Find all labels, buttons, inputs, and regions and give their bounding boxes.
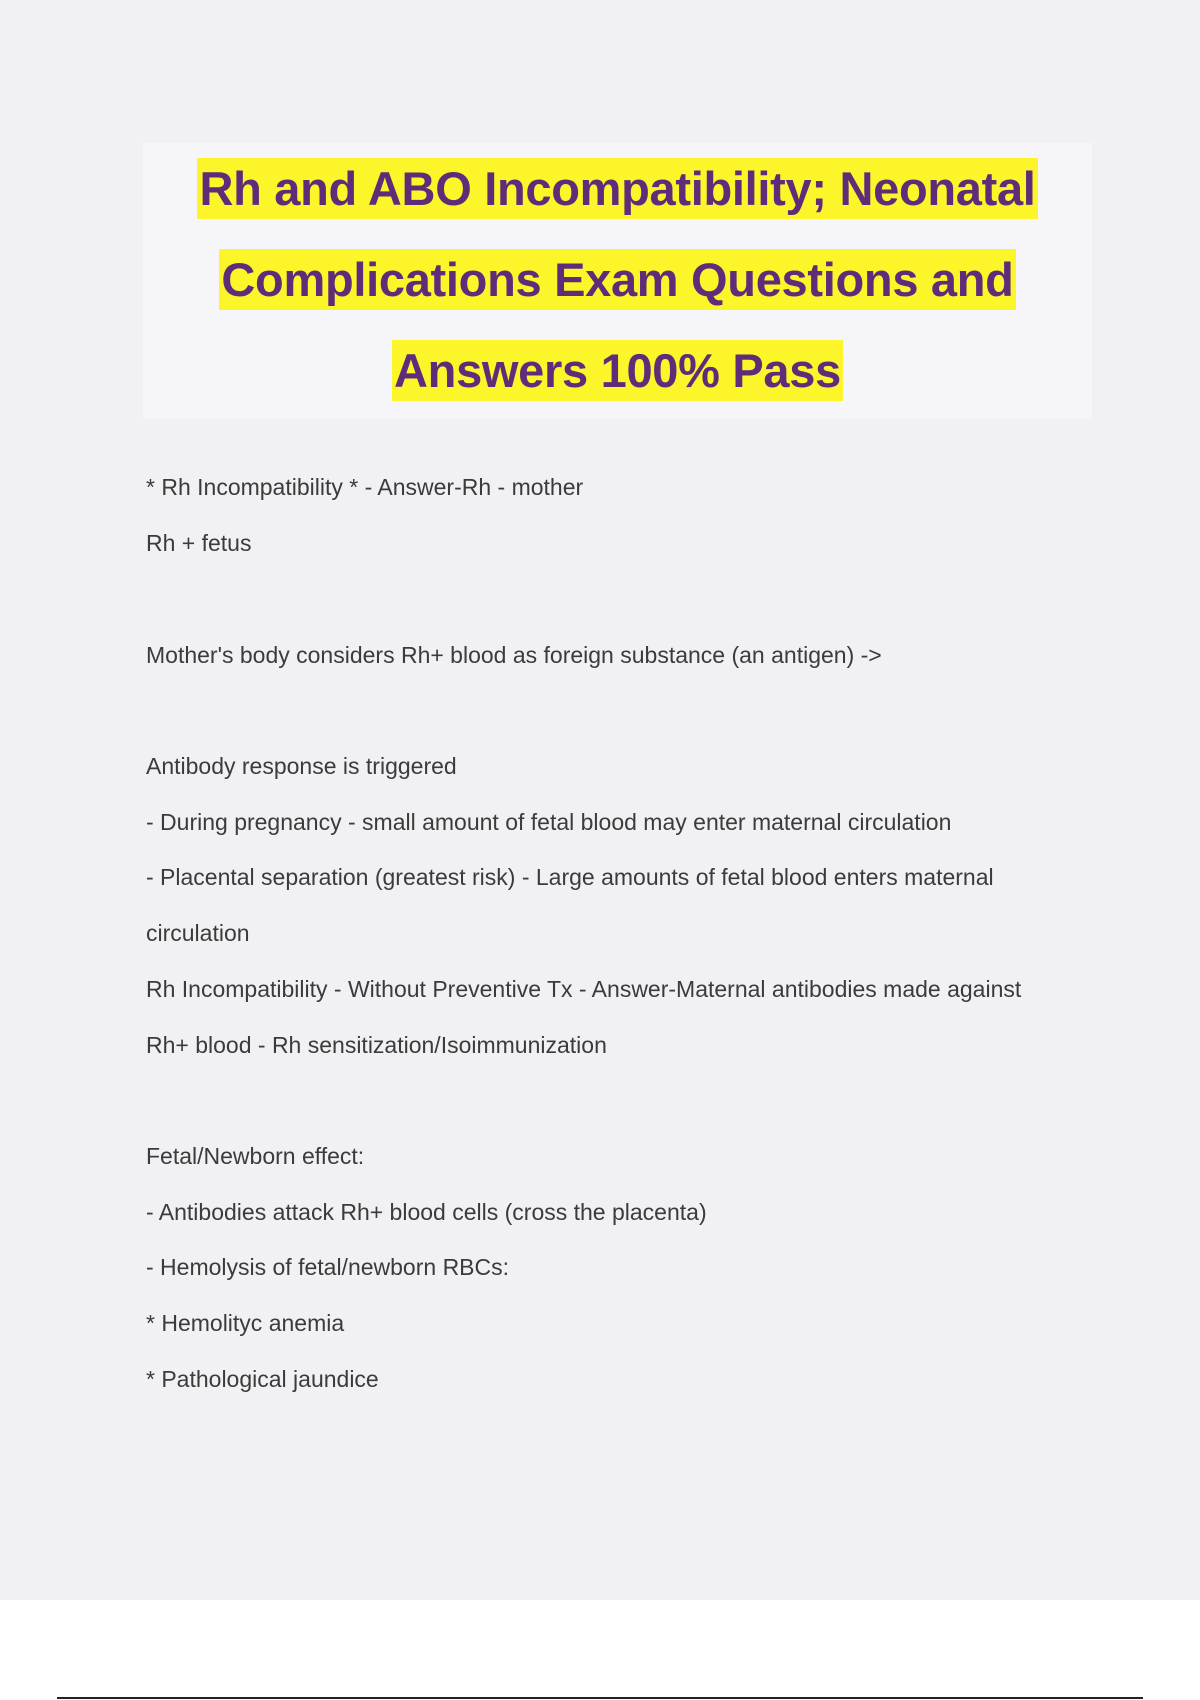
body-line: Rh+ blood - Rh sensitization/Isoimmunization <box>146 1032 607 1058</box>
body-line: * Rh Incompatibility * - Answer-Rh - mother <box>146 474 584 500</box>
body-line: circulation <box>146 920 250 946</box>
title-text-1: Rh and ABO Incompatibility; Neonatal <box>197 158 1037 219</box>
title-block <box>143 143 1092 419</box>
title-line-1 <box>143 143 1092 234</box>
body-line: - Antibodies attack Rh+ blood cells (cross the placenta) <box>146 1199 707 1225</box>
body-line: Mother's body considers Rh+ blood as foreign substance (an antigen) -> <box>146 642 882 668</box>
title-line-3 <box>143 325 1092 416</box>
body-line: Fetal/Newborn effect: <box>146 1143 365 1169</box>
title-text-3: Answers 100% Pass <box>392 340 843 401</box>
body-line: * Pathological jaundice <box>146 1366 379 1392</box>
body-line: * Hemolityc anemia <box>146 1310 345 1336</box>
body-line: - During pregnancy - small amount of fetal blood may enter maternal circulation <box>146 809 952 835</box>
title-line-2 <box>143 234 1092 325</box>
body-line: Rh + fetus <box>146 530 252 556</box>
body-line: - Placental separation (greatest risk) - Large amounts of fetal blood enters maternal <box>146 864 994 890</box>
body-line: - Hemolysis of fetal/newborn RBCs: <box>146 1254 510 1280</box>
footer-divider <box>57 1697 1143 1699</box>
body-line: Rh Incompatibility - Without Preventive Tx - Answer-Maternal antibodies made against <box>146 976 1022 1002</box>
body-line: Antibody response is triggered <box>146 753 457 779</box>
title-text-2: Complications Exam Questions and <box>219 249 1015 310</box>
